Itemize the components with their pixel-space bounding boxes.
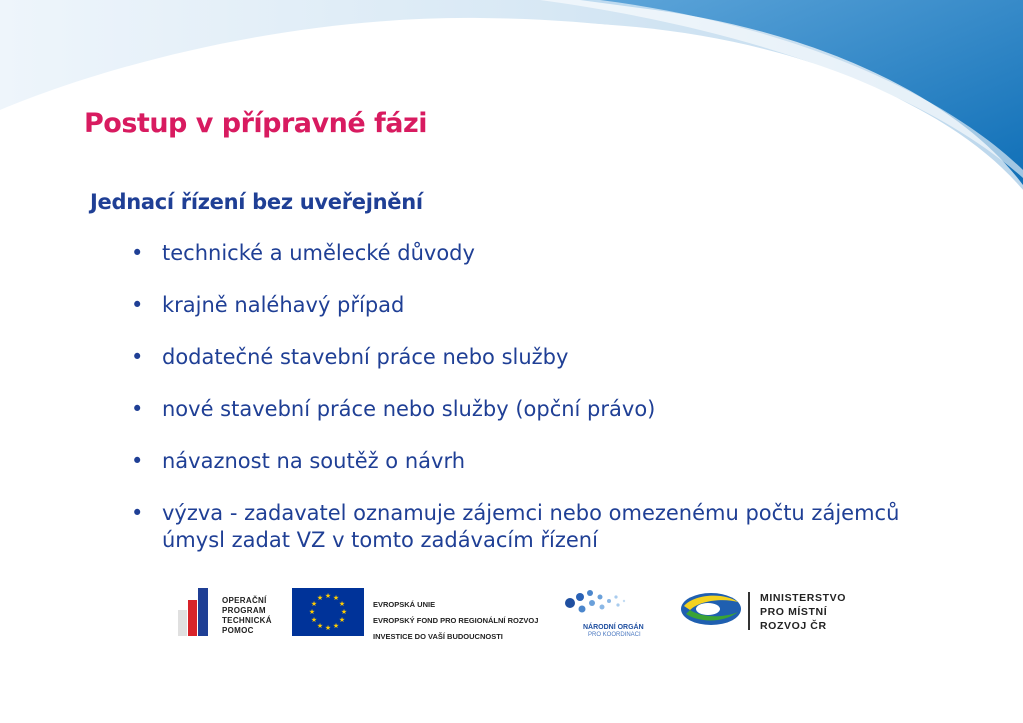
svg-text:★: ★ [340, 608, 348, 616]
eu-flag-icon [292, 588, 364, 636]
narodni-organ-dots-icon [562, 585, 632, 623]
optp-bars-icon [178, 588, 218, 636]
svg-text:★: ★ [310, 616, 318, 624]
slide-title: Postup v přípravné fázi [84, 108, 427, 139]
svg-text:★: ★ [332, 622, 340, 630]
svg-text:★: ★ [308, 608, 316, 616]
mmr-logo-text: MINISTERSTVO PRO MÍSTNÍ ROZVOJ ČR [760, 592, 846, 632]
svg-text:★: ★ [310, 600, 318, 608]
narodni-organ-title: NÁRODNÍ ORGÁN [583, 624, 644, 631]
svg-text:★: ★ [316, 622, 324, 630]
optp-logo-text: OPERAČNÍ PROGRAM TECHNICKÁ POMOC [222, 596, 272, 635]
bullet-item: • výzva - zadavatel oznamuje zájemci nebo omezenému počtu zájemců úmysl zadat VZ v tomto zadávacím řízení [162, 500, 932, 554]
bullet-item: • nové stavební práce nebo služby (opční právo) [162, 396, 932, 423]
bullet-item: • dodatečné stavební práce nebo služby [162, 344, 932, 371]
bullet-item: • technické a umělecké důvody [162, 240, 932, 267]
mmr-swirl-icon [680, 592, 742, 626]
narodni-organ-subtitle: PRO KOORDINACI [588, 632, 641, 638]
svg-text:★: ★ [332, 594, 340, 602]
bullet-list [162, 240, 932, 579]
eu-logo-text: EVROPSKÁ UNIE EVROPSKÝ FOND PRO REGIONÁLNÍ ROZVOJ INVESTICE DO VAŠÍ BUDOUCNOSTI [373, 600, 539, 641]
bullet-item: • návaznost na soutěž o návrh [162, 448, 932, 475]
bullet-item: • krajně naléhavý případ [162, 292, 932, 319]
svg-text:★: ★ [316, 594, 324, 602]
svg-text:★: ★ [324, 624, 332, 632]
slide-subtitle: Jednací řízení bez uveřejnění [90, 190, 423, 214]
svg-text:★: ★ [338, 600, 346, 608]
svg-text:★: ★ [338, 616, 346, 624]
mmr-divider [748, 592, 750, 630]
svg-text:★: ★ [324, 592, 332, 600]
